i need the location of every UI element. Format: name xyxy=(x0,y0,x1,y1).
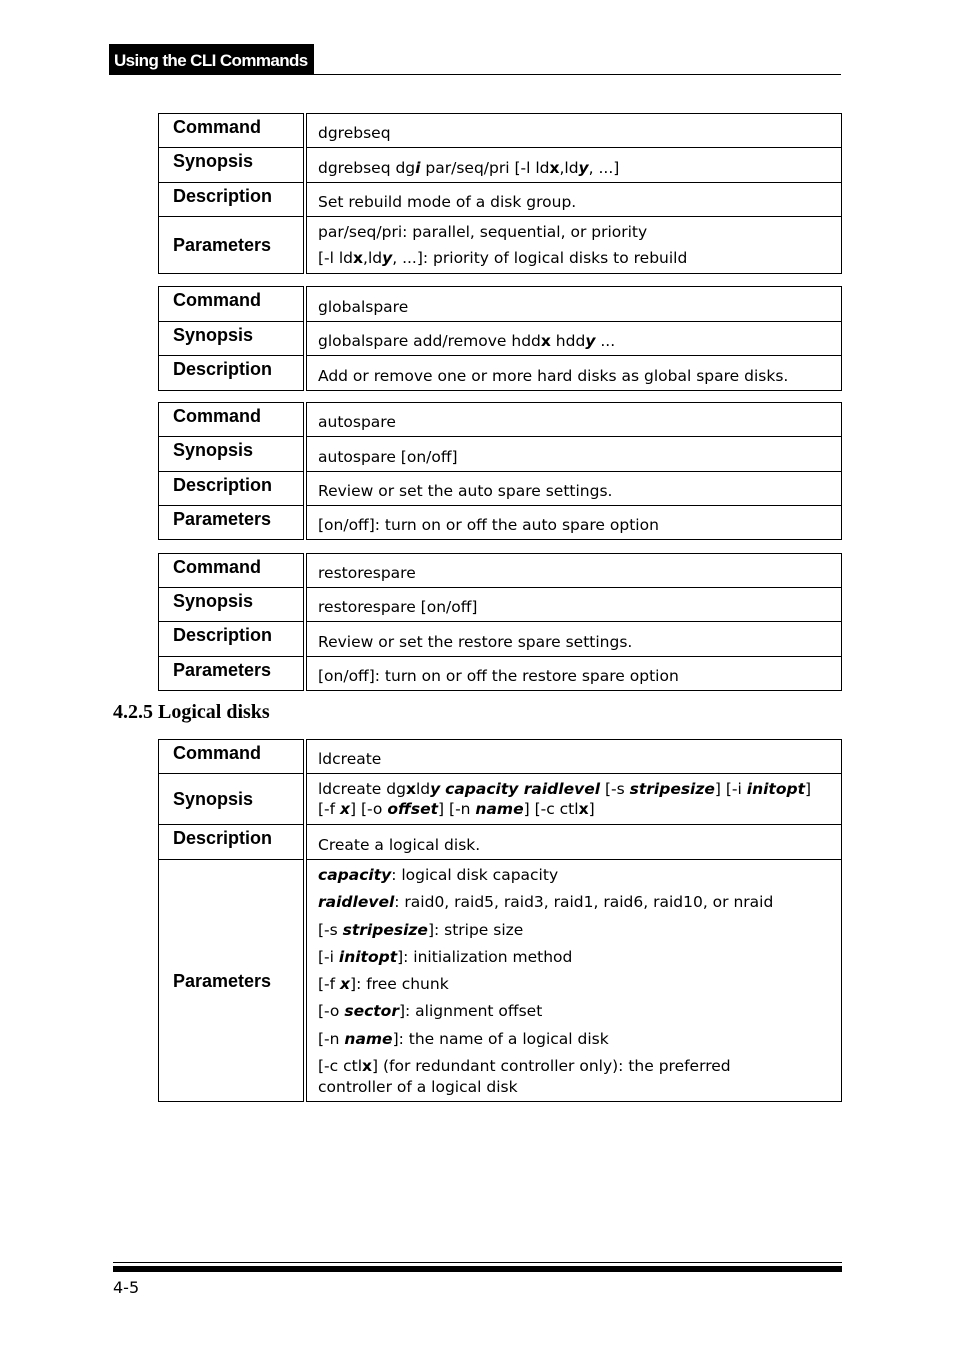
param-name: [-n name]: the name of a logical disk xyxy=(318,1029,609,1048)
section-heading: 4.2.5 Logical disks xyxy=(113,701,270,723)
description-label: Description xyxy=(159,472,306,506)
page-number: 4-5 xyxy=(113,1278,140,1297)
parameters-value: [on/off]: turn on or off the restore spare option xyxy=(305,657,842,691)
command-value: ldcreate xyxy=(305,740,842,774)
param-capacity: capacity: logical disk capacity xyxy=(318,866,559,884)
synopsis-label: Synopsis xyxy=(159,148,306,183)
parameters-label: Parameters xyxy=(159,860,306,1102)
param-free-chunk: [-f x]: free chunk xyxy=(318,975,449,994)
chapter-header-tab: Using the CLI Commands xyxy=(109,44,314,75)
command-value: restorespare xyxy=(305,554,842,588)
param-initopt: [-i initopt]: initialization method xyxy=(318,947,573,966)
description-label: Description xyxy=(159,183,306,217)
synopsis-label: Synopsis xyxy=(159,322,306,356)
ldcreate-table xyxy=(158,739,842,1102)
synopsis-value: dgrebseq dgi par/seq/pri [-l ldx,ldy, ...] xyxy=(305,148,842,183)
parameters-value: [on/off]: turn on or off the auto spare option xyxy=(305,506,842,540)
description-label: Description xyxy=(159,825,306,860)
header-rule xyxy=(314,74,841,75)
command-value: autospare xyxy=(305,403,842,437)
parameters-label: Parameters xyxy=(159,506,306,540)
synopsis-label: Synopsis xyxy=(159,588,306,622)
footer-thin-rule xyxy=(113,1262,842,1263)
synopsis-label: Synopsis xyxy=(159,774,306,825)
description-value: Set rebuild mode of a disk group. xyxy=(305,183,842,217)
description-value: Review or set the restore spare settings. xyxy=(305,622,842,657)
synopsis-value: globalspare add/remove hddx hddy ... xyxy=(305,322,842,356)
command-label: Command xyxy=(159,114,306,148)
synopsis-label: Synopsis xyxy=(159,437,306,472)
param-sector: [-o sector]: alignment offset xyxy=(318,1002,543,1021)
command-value: dgrebseq xyxy=(305,114,842,148)
dgrebseq-table xyxy=(158,113,842,274)
command-value: globalspare xyxy=(305,287,842,322)
parameters-label: Parameters xyxy=(159,657,306,691)
description-value: Add or remove one or more hard disks as global spare disks. xyxy=(305,356,842,391)
restorespare-table xyxy=(158,553,842,691)
globalspare-table xyxy=(158,286,842,391)
parameters-value xyxy=(305,860,842,1102)
param-controller: [-c ctlx] (for redundant controller only): the preferred controller of a logical disk xyxy=(318,1057,731,1097)
command-label: Command xyxy=(159,554,306,588)
footer-thick-rule xyxy=(113,1266,842,1272)
command-label: Command xyxy=(159,740,306,774)
parameters-value: par/seq/pri: parallel, sequential, or priority [-l ldx,ldy, ...]: priority of logical disks to rebuild xyxy=(305,217,842,274)
description-value: Review or set the auto spare settings. xyxy=(305,472,842,506)
command-label: Command xyxy=(159,403,306,437)
param-stripesize: [-s stripesize]: stripe size xyxy=(318,920,524,939)
autospare-table xyxy=(158,402,842,540)
synopsis-value: restorespare [on/off] xyxy=(305,588,842,622)
param-raidlevel: raidlevel: raid0, raid5, raid3, raid1, raid6, raid10, or nraid xyxy=(318,893,774,912)
description-label: Description xyxy=(159,356,306,391)
command-label: Command xyxy=(159,287,306,322)
description-label: Description xyxy=(159,622,306,657)
synopsis-value: autospare [on/off] xyxy=(305,437,842,472)
parameters-label: Parameters xyxy=(159,217,306,274)
description-value: Create a logical disk. xyxy=(305,825,842,860)
synopsis-value: ldcreate dgxldy capacity raidlevel [-s stripesize] [-i initopt] [-f x] [-o offset] [-n name] [-c ctlx] xyxy=(305,774,842,825)
